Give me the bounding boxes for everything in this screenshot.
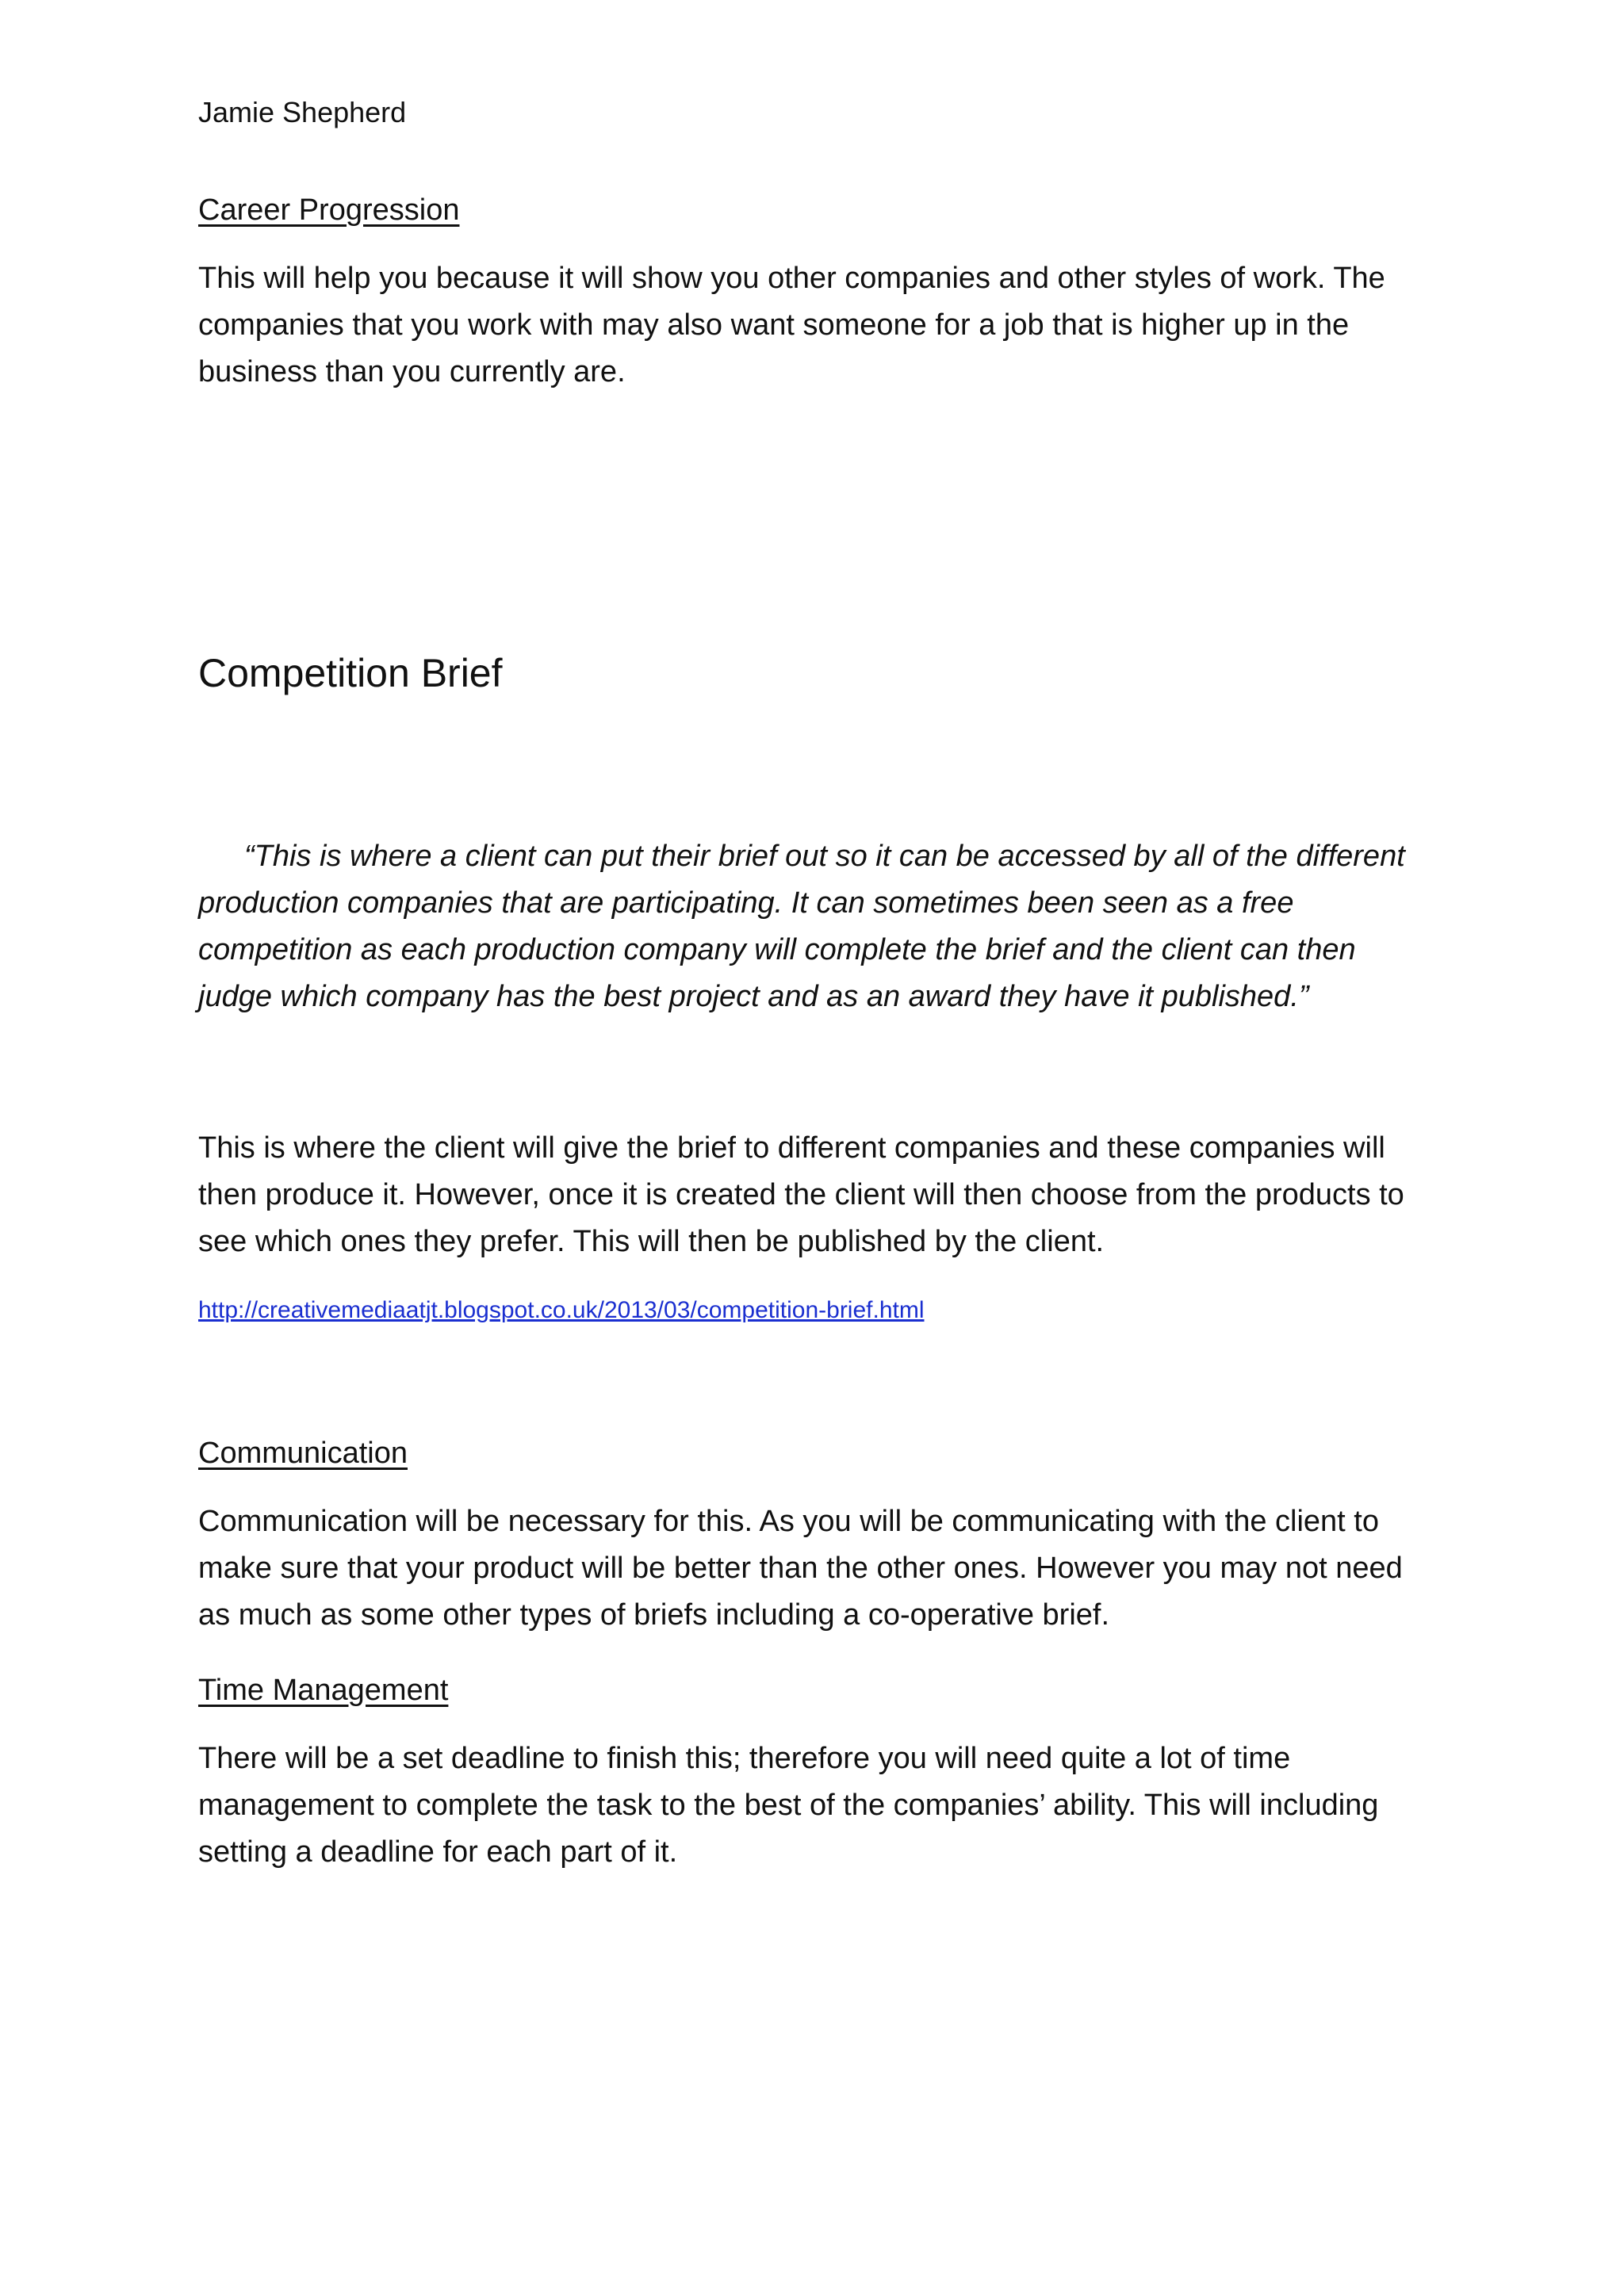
communication-heading: Communication xyxy=(198,1437,408,1470)
career-progression-heading: Career Progression xyxy=(198,193,460,227)
competition-brief-title: Competition Brief xyxy=(198,651,503,695)
author-name: Jamie Shepherd xyxy=(198,96,407,128)
competition-brief-paragraph: This is where the client will give the brief to different companies and these companies will then produce it. However, once it is created the client will then choose from the products to see which ones they prefer. This will then be published by the client. xyxy=(198,1131,1404,1258)
time-management-paragraph: There will be a set deadline to finish this; therefore you will need quite a lot of time management to complete the task to the best of the companies’ ability. This will including setting a deadline for each part of it. xyxy=(198,1742,1379,1869)
competition-brief-quote: “This is where a client can put their brief out so it can be accessed by all of the different production companies that are participating. It can sometimes been seen as a free competition as each production company will complete the brief and the client can then judge which company has the best project and as an award they have it published.” xyxy=(198,840,1405,1013)
source-link[interactable]: http://creativemediaatjt.blogspot.co.uk/2013/03/competition-brief.html xyxy=(198,1297,925,1323)
communication-paragraph: Communication will be necessary for this. As you will be communicating with the client to make sure that your product will be better than the other ones. However you may not need as much as some other types of briefs including a co-operative brief. xyxy=(198,1505,1403,1632)
career-progression-paragraph: This will help you because it will show you other companies and other styles of work. The companies that you work with may also want someone for a job that is higher up in the business than you currently are. xyxy=(198,262,1385,388)
document-content xyxy=(198,94,1435,1876)
time-management-heading: Time Management xyxy=(198,1674,449,1707)
